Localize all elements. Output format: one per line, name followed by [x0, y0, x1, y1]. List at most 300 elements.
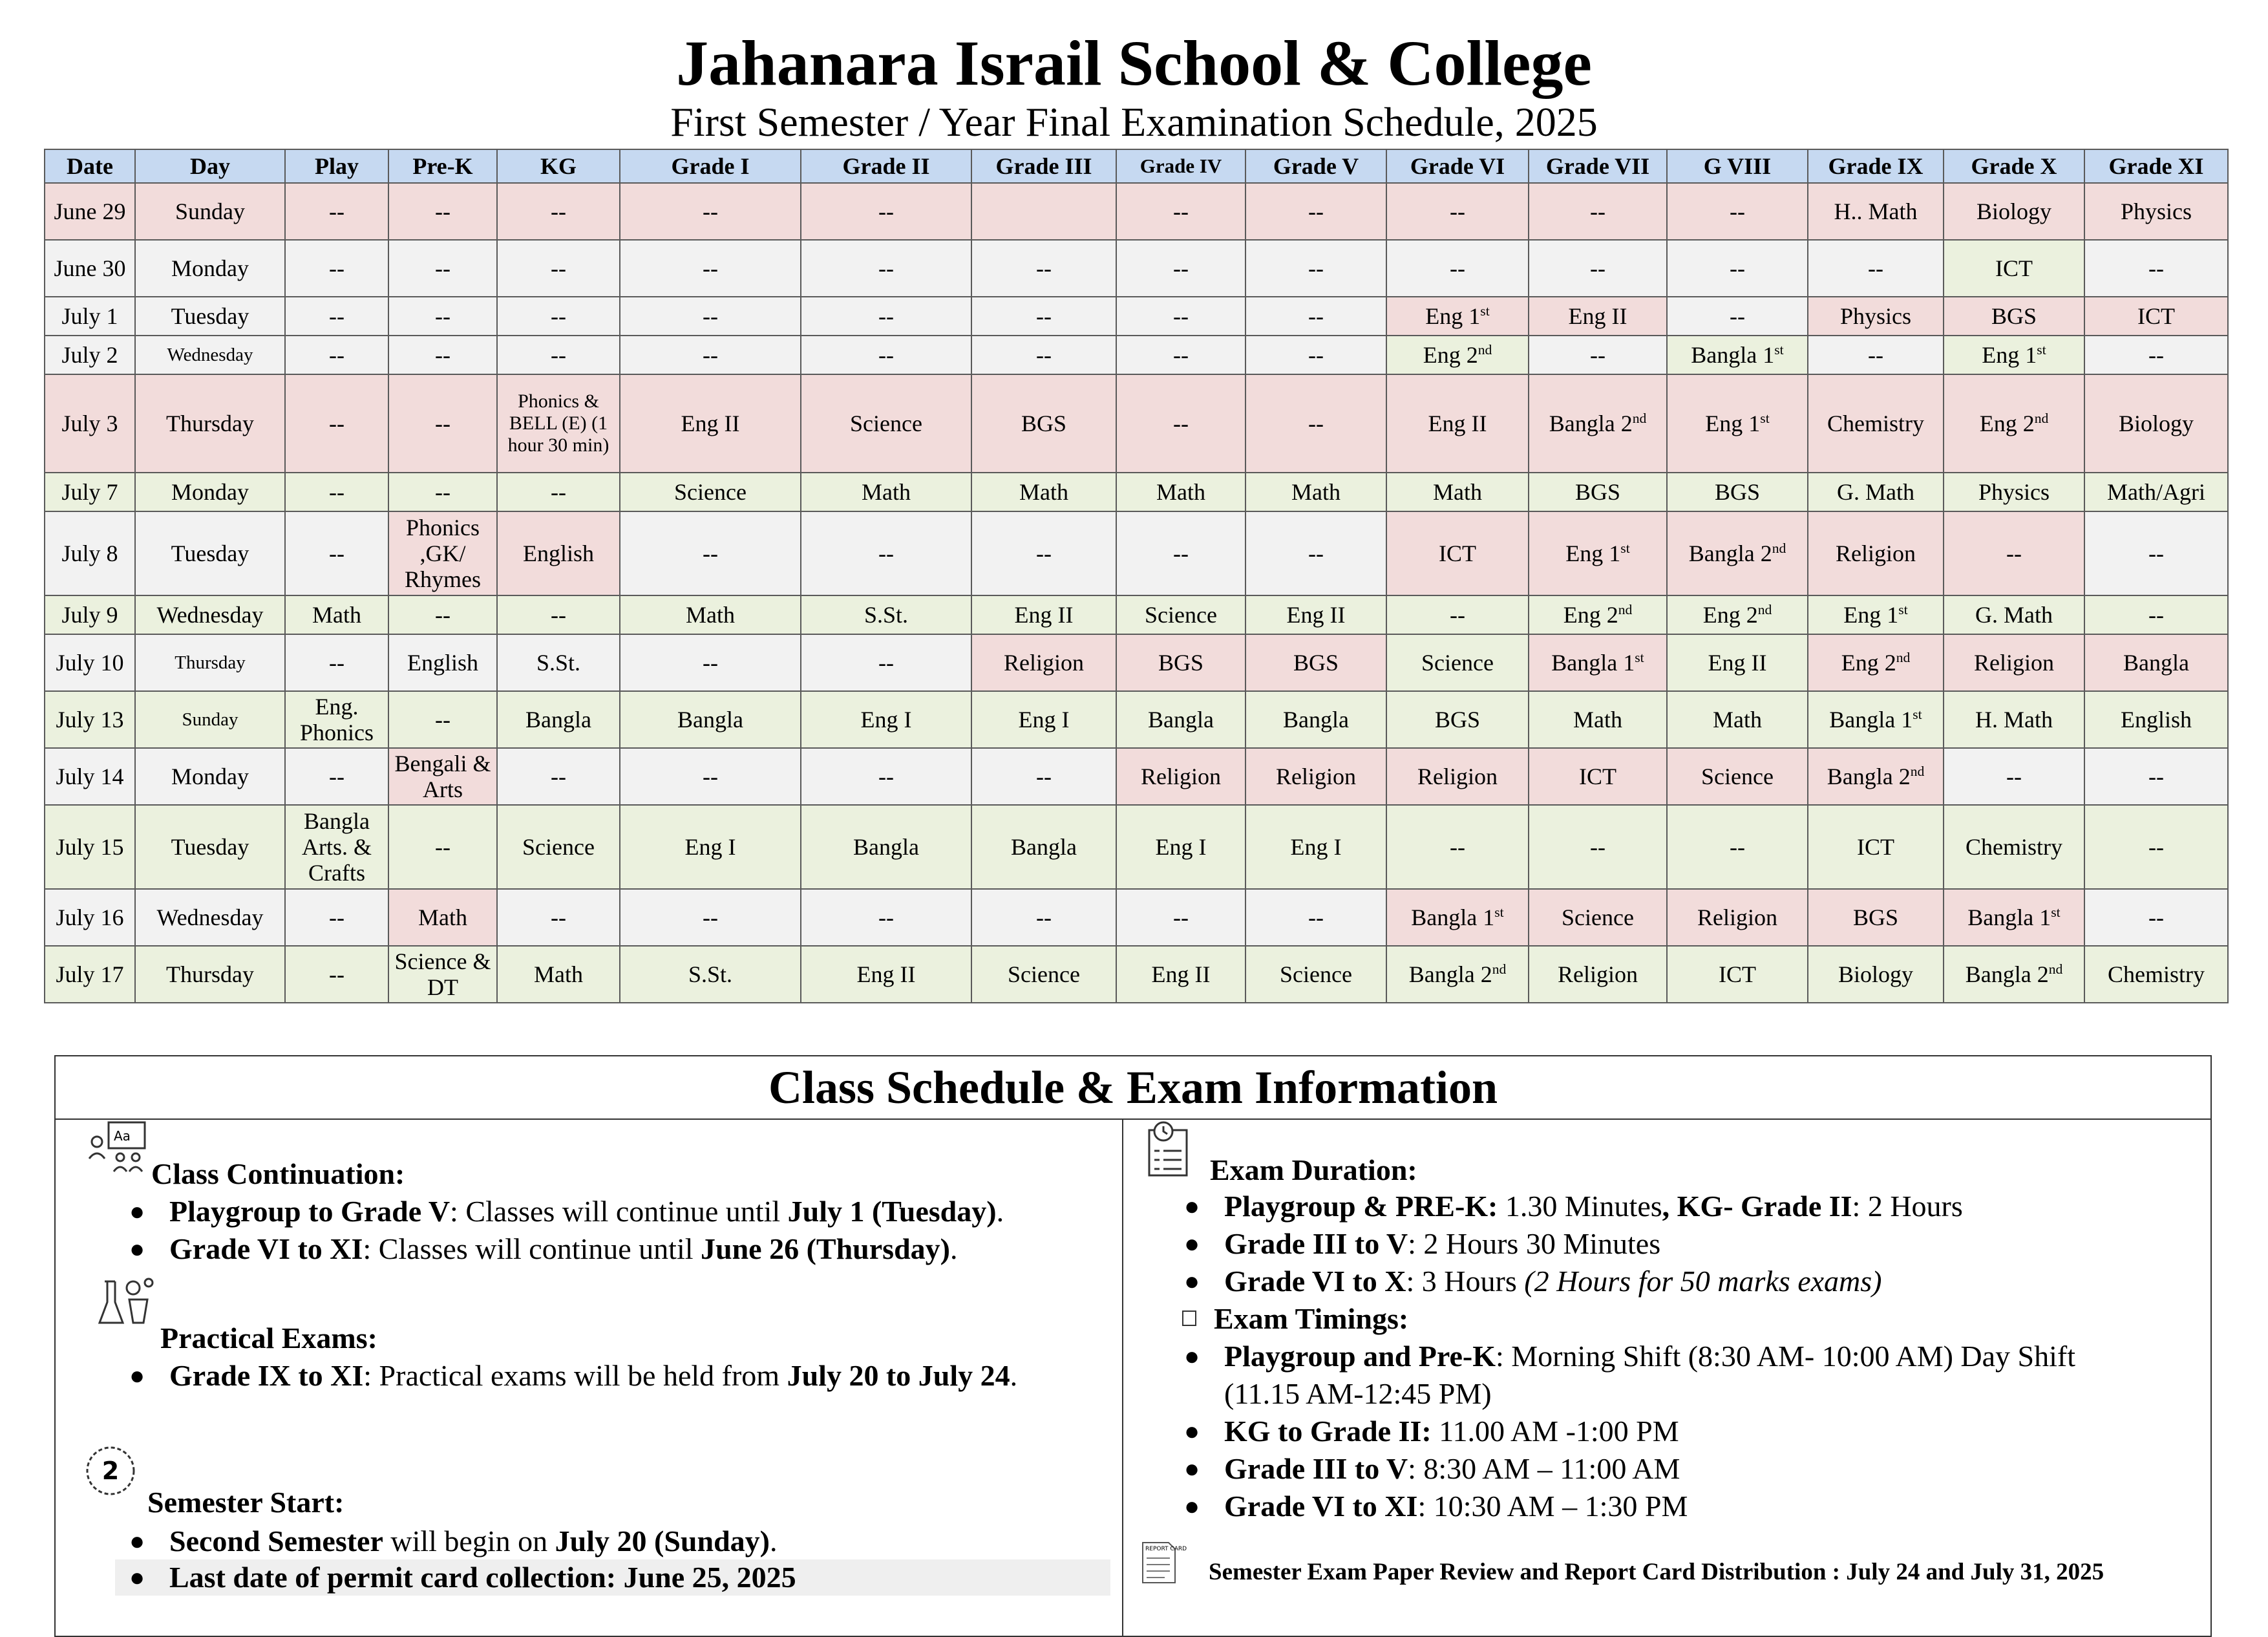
date-cell: July 7 [45, 473, 135, 511]
bold-text: Grade VI to XI [1224, 1490, 1418, 1523]
exam-cell: Chemistry [1808, 374, 1944, 473]
bullet-icon: ● [129, 1361, 145, 1390]
exam-cell: -- [388, 473, 497, 511]
exam-cell: -- [1116, 374, 1245, 473]
day-cell: Monday [135, 473, 285, 511]
table-row [45, 634, 2228, 691]
exam-cell: ICT [1944, 240, 2084, 297]
exam-cell: Science [620, 473, 801, 511]
exam-cell: Religion [1667, 889, 1808, 946]
bold-text: Grade IX to XI [169, 1359, 364, 1392]
date-cell: July 10 [45, 634, 135, 691]
exam-cell: S.St. [497, 634, 620, 691]
semester-heading: Semester Start: [147, 1486, 344, 1519]
exam-cell: -- [1386, 183, 1529, 240]
column-header: Grade V [1245, 149, 1386, 183]
date-cell: July 9 [45, 595, 135, 634]
exam-cell: Math [388, 889, 497, 946]
column-header: G VIII [1667, 149, 1808, 183]
exam-cell: G. Math [1944, 595, 2084, 634]
exam-cell: -- [971, 889, 1116, 946]
bullet-icon: ● [1184, 1417, 1200, 1446]
exam-cell: -- [285, 183, 388, 240]
list-item [129, 1193, 1004, 1230]
exam-cell: BGS [1944, 297, 2084, 336]
exam-cell: -- [388, 336, 497, 374]
exam-cell: Religion [1245, 748, 1386, 805]
exam-cell: Eng 1st [1944, 336, 2084, 374]
exam-cell: Religion [1529, 946, 1667, 1003]
exam-cell: -- [801, 336, 971, 374]
table-row [45, 374, 2228, 473]
exam-cell: Science [1386, 634, 1529, 691]
exam-cell: BGS [1667, 473, 1808, 511]
exam-cell: -- [801, 748, 971, 805]
exam-cell: Eng I [971, 691, 1116, 748]
exam-cell: Religion [1116, 748, 1245, 805]
exam-cell: Bangla 1st [1529, 634, 1667, 691]
bold-text: July 1 (Tuesday) [787, 1195, 997, 1228]
exam-cell: English [388, 634, 497, 691]
exam-cell: Science [801, 374, 971, 473]
table-row [45, 297, 2228, 336]
exam-cell: -- [285, 889, 388, 946]
column-header: Grade VI [1386, 149, 1529, 183]
column-header: Grade VII [1529, 149, 1667, 183]
text: : 2 Hours 30 Minutes [1408, 1227, 1661, 1260]
exam-cell: -- [285, 748, 388, 805]
day-cell: Tuesday [135, 511, 285, 595]
info-title: Class Schedule & Exam Information [56, 1056, 2210, 1120]
exam-cell: -- [1116, 511, 1245, 595]
exam-cell: -- [285, 374, 388, 473]
day-cell: Monday [135, 240, 285, 297]
exam-cell: Math [620, 595, 801, 634]
exam-cell: -- [1245, 889, 1386, 946]
exam-cell: Bangla [1116, 691, 1245, 748]
exam-cell: -- [285, 511, 388, 595]
exam-cell: Eng I [1116, 805, 1245, 889]
date-cell: June 29 [45, 183, 135, 240]
exam-cell: Phonics ,GK/ Rhymes [388, 511, 497, 595]
exam-cell: -- [1944, 748, 2084, 805]
exam-cell: -- [388, 595, 497, 634]
exam-cell: Bangla [620, 691, 801, 748]
text: : 10:30 AM – 1:30 PM [1417, 1490, 1688, 1523]
exam-cell: -- [2084, 748, 2228, 805]
exam-cell: -- [388, 183, 497, 240]
bullet-icon: ● [129, 1526, 145, 1556]
exam-cell: Science [1529, 889, 1667, 946]
exam-cell: -- [285, 297, 388, 336]
exam-cell: -- [971, 511, 1116, 595]
column-header: Grade II [801, 149, 971, 183]
bullet-icon: ● [1184, 1267, 1200, 1296]
exam-cell: -- [801, 240, 971, 297]
exam-cell: Eng II [1116, 946, 1245, 1003]
exam-cell: -- [497, 336, 620, 374]
exam-cell: -- [497, 473, 620, 511]
date-cell: June 30 [45, 240, 135, 297]
date-cell: July 8 [45, 511, 135, 595]
exam-cell: ICT [2084, 297, 2228, 336]
list-item [1184, 1451, 1680, 1487]
exam-cell: Religion [1944, 634, 2084, 691]
exam-cell: -- [497, 240, 620, 297]
column-header: Grade I [620, 149, 801, 183]
exam-cell: -- [497, 297, 620, 336]
exam-cell: Eng 1st [1667, 374, 1808, 473]
exam-cell: -- [285, 336, 388, 374]
text: . [769, 1525, 778, 1557]
exam-cell: -- [801, 297, 971, 336]
exam-cell: -- [1667, 183, 1808, 240]
report-card-icon [1136, 1539, 1187, 1590]
day-cell: Tuesday [135, 805, 285, 889]
bold-text: Last date of permit card collection: June 25, 2025 [169, 1561, 796, 1594]
exam-cell: Math [285, 595, 388, 634]
exam-cell: -- [1944, 511, 2084, 595]
exam-cell: Math [1116, 473, 1245, 511]
exam-cell: Bangla 2nd [1944, 946, 2084, 1003]
exam-cell: Chemistry [2084, 946, 2228, 1003]
exam-cell: Eng II [1386, 374, 1529, 473]
day-cell: Wednesday [135, 336, 285, 374]
exam-cell: -- [388, 297, 497, 336]
column-header: KG [497, 149, 620, 183]
classroom-icon [85, 1120, 150, 1179]
exam-cell: -- [2084, 889, 2228, 946]
exam-cell: Bangla 1st [1386, 889, 1529, 946]
exam-cell: Eng 2nd [1667, 595, 1808, 634]
date-cell: July 15 [45, 805, 135, 889]
exam-cell: Eng II [1667, 634, 1808, 691]
exam-cell: -- [1245, 511, 1386, 595]
bold-text: Playgroup and Pre-K [1224, 1340, 1496, 1373]
checkbox-bullet-icon [1180, 1306, 1200, 1332]
exam-cell: -- [1529, 183, 1667, 240]
table-row [45, 805, 2228, 889]
text: 11.00 AM -1:00 PM [1431, 1415, 1679, 1448]
exam-cell: -- [1245, 183, 1386, 240]
column-header: Grade IV [1116, 149, 1245, 183]
exam-cell: -- [497, 183, 620, 240]
exam-cell: -- [1116, 889, 1245, 946]
list-item [1184, 1338, 2076, 1375]
exam-cell: Science [971, 946, 1116, 1003]
report-card-label: REPORT CARD [1145, 1546, 1187, 1552]
exam-cell: -- [620, 183, 801, 240]
exam-cell: G. Math [1808, 473, 1944, 511]
exam-cell: -- [1245, 240, 1386, 297]
text: . [996, 1195, 1004, 1228]
exam-cell: -- [388, 805, 497, 889]
date-cell: July 2 [45, 336, 135, 374]
italic-text: (2 Hours for 50 marks exams) [1524, 1265, 1882, 1298]
list-item [1184, 1263, 1882, 1300]
exam-cell: Bangla [2084, 634, 2228, 691]
exam-cell: -- [971, 748, 1116, 805]
column-header: Grade III [971, 149, 1116, 183]
exam-cell: -- [620, 297, 801, 336]
exam-cell: Eng 1st [1808, 595, 1944, 634]
exam-cell: Eng 2nd [1529, 595, 1667, 634]
exam-cell: -- [971, 240, 1116, 297]
column-header: Play [285, 149, 388, 183]
exam-cell: -- [1667, 805, 1808, 889]
exam-cell: Bangla 1st [1944, 889, 2084, 946]
exam-cell: -- [1245, 297, 1386, 336]
text: . [1010, 1359, 1018, 1392]
exam-cell: -- [497, 889, 620, 946]
list-item [129, 1559, 796, 1596]
exam-cell: Religion [1808, 511, 1944, 595]
exam-cell: -- [801, 183, 971, 240]
date-cell: July 13 [45, 691, 135, 748]
exam-cell: -- [388, 240, 497, 297]
exam-cell: H. Math [1944, 691, 2084, 748]
exam-cell: Science & DT [388, 946, 497, 1003]
text: . [949, 1232, 958, 1265]
exam-cell: -- [1386, 805, 1529, 889]
exam-cell: Physics [2084, 183, 2228, 240]
day-cell: Wednesday [135, 595, 285, 634]
exam-cell: -- [620, 634, 801, 691]
column-header: Grade X [1944, 149, 2084, 183]
bullet-icon: ● [1184, 1492, 1200, 1521]
day-cell: Wednesday [135, 889, 285, 946]
exam-cell: BGS [1808, 889, 1944, 946]
exam-cell: -- [801, 634, 971, 691]
exam-cell: Bangla Arts. & Crafts [285, 805, 388, 889]
exam-cell: Math [1245, 473, 1386, 511]
exam-cell: English [2084, 691, 2228, 748]
exam-cell: Math [1386, 473, 1529, 511]
exam-cell: Biology [2084, 374, 2228, 473]
exam-cell: Science [1116, 595, 1245, 634]
date-cell: July 1 [45, 297, 135, 336]
list-item [129, 1523, 778, 1559]
table-row [45, 748, 2228, 805]
day-cell: Tuesday [135, 297, 285, 336]
badge-2-icon [81, 1442, 140, 1503]
practical-heading: Practical Exams: [160, 1321, 377, 1354]
exam-cell: Phonics & BELL (E) (1 hour 30 min) [497, 374, 620, 473]
exam-cell: Bangla 2nd [1808, 748, 1944, 805]
badge-number: 2 [101, 1457, 120, 1485]
exam-cell: -- [2084, 240, 2228, 297]
exam-cell: -- [971, 297, 1116, 336]
exam-cell: BGS [1116, 634, 1245, 691]
exam-cell: Eng II [1529, 297, 1667, 336]
exam-cell: -- [1116, 297, 1245, 336]
table-row [45, 946, 2228, 1003]
exam-cell: Math [497, 946, 620, 1003]
bold-text: KG to Grade II: [1224, 1415, 1432, 1448]
class-continuation-heading: Class Continuation: [151, 1157, 405, 1190]
bullet-icon: ● [1184, 1342, 1200, 1371]
exam-cell: -- [1386, 595, 1529, 634]
exam-cell: Math/Agri [2084, 473, 2228, 511]
exam-cell: -- [388, 691, 497, 748]
exam-cell: Bangla [971, 805, 1116, 889]
exam-cell: Eng II [1245, 595, 1386, 634]
exam-cell: Religion [1386, 748, 1529, 805]
day-cell: Thursday [135, 374, 285, 473]
exam-cell: Eng II [971, 595, 1116, 634]
exam-cell: Math [971, 473, 1116, 511]
table-row [45, 595, 2228, 634]
bullet-icon: ● [1184, 1454, 1200, 1483]
bold-text: , KG- Grade II [1662, 1190, 1852, 1223]
exam-cell: -- [2084, 595, 2228, 634]
table-row [45, 511, 2228, 595]
exam-cell: -- [1116, 183, 1245, 240]
exam-schedule-table [44, 149, 2229, 1003]
bold-text: Playgroup & PRE-K: [1224, 1190, 1498, 1223]
exam-cell: -- [620, 889, 801, 946]
column-header: Pre-K [388, 149, 497, 183]
table-row [45, 473, 2228, 511]
list-item-continuation [1224, 1376, 1492, 1412]
exam-cell: ICT [1808, 805, 1944, 889]
exam-cell: -- [285, 473, 388, 511]
date-cell: July 3 [45, 374, 135, 473]
exam-cell: Bangla [801, 805, 971, 889]
list-item [129, 1231, 958, 1267]
text: : 3 Hours [1406, 1265, 1525, 1298]
text: 1.30 Minutes [1498, 1190, 1662, 1223]
table-row [45, 183, 2228, 240]
exam-cell: S.St. [801, 595, 971, 634]
table-row [45, 889, 2228, 946]
exam-cell: Biology [1808, 946, 1944, 1003]
exam-cell: Eng 2nd [1386, 336, 1529, 374]
bold-text: Playgroup to Grade V [169, 1195, 450, 1228]
exam-cell: Science [1667, 748, 1808, 805]
svg-text:Aa: Aa [114, 1128, 131, 1144]
exam-cell: -- [1245, 336, 1386, 374]
list-item [1184, 1488, 1688, 1525]
list-item [1184, 1188, 1963, 1225]
exam-cell: -- [1116, 240, 1245, 297]
exam-cell: -- [1386, 240, 1529, 297]
exam-cell: BGS [971, 374, 1116, 473]
text: : Classes will continue until [450, 1195, 788, 1228]
exam-cell: -- [620, 336, 801, 374]
exam-cell: H.. Math [1808, 183, 1944, 240]
school-title: Jahanara Israil School & College [676, 27, 1592, 99]
exam-cell: -- [285, 240, 388, 297]
exam-cell: Bangla 2nd [1386, 946, 1529, 1003]
exam-cell: -- [497, 595, 620, 634]
text: : Practical exams will be held from [363, 1359, 787, 1392]
exam-cell: Eng II [801, 946, 971, 1003]
exam-cell: Eng 1st [1386, 297, 1529, 336]
exam-cell: BGS [1386, 691, 1529, 748]
exam-cell: -- [1808, 336, 1944, 374]
bold-text: Grade VI to X [1224, 1265, 1406, 1298]
exam-duration-heading: Exam Duration: [1210, 1153, 1417, 1186]
list-item [129, 1358, 1018, 1394]
exam-cell: -- [1667, 297, 1808, 336]
exam-cell: ICT [1386, 511, 1529, 595]
day-cell: Sunday [135, 691, 285, 748]
exam-cell: S.St. [620, 946, 801, 1003]
clock-checklist-icon [1145, 1120, 1197, 1181]
exam-cell: -- [620, 240, 801, 297]
exam-cell: -- [1808, 240, 1944, 297]
exam-cell [971, 183, 1116, 240]
exam-cell: Bangla [1245, 691, 1386, 748]
column-divider [1122, 1118, 1123, 1636]
exam-cell: -- [497, 748, 620, 805]
list-item [1184, 1226, 1661, 1262]
bold-text: Second Semester [169, 1525, 383, 1557]
exam-cell: ICT [1529, 748, 1667, 805]
exam-cell: Bangla 2nd [1529, 374, 1667, 473]
exam-cell: -- [2084, 336, 2228, 374]
bullet-icon: ● [1184, 1192, 1200, 1221]
exam-cell: Eng 1st [1529, 511, 1667, 595]
exam-cell: Eng I [801, 691, 971, 748]
exam-cell: -- [1116, 336, 1245, 374]
date-cell: July 17 [45, 946, 135, 1003]
day-cell: Thursday [135, 946, 285, 1003]
exam-cell: Bangla 1st [1667, 336, 1808, 374]
exam-cell: -- [388, 374, 497, 473]
exam-cell: Physics [1808, 297, 1944, 336]
exam-cell: -- [285, 946, 388, 1003]
table-row [45, 240, 2228, 297]
exam-cell: Bengali & Arts [388, 748, 497, 805]
exam-cell: Eng II [620, 374, 801, 473]
exam-cell: BGS [1245, 634, 1386, 691]
exam-cell: -- [1245, 374, 1386, 473]
exam-cell: -- [2084, 805, 2228, 889]
text: : Morning Shift (8:30 AM- 10:00 AM) Day Shift [1496, 1340, 2076, 1373]
exam-cell: Science [497, 805, 620, 889]
list-item [1184, 1413, 1679, 1450]
date-cell: July 14 [45, 748, 135, 805]
exam-cell: Eng I [1245, 805, 1386, 889]
bold-text: Grade III to V [1224, 1452, 1408, 1485]
exam-cell: -- [971, 336, 1116, 374]
bullet-icon: ● [129, 1197, 145, 1226]
column-header: Grade XI [2084, 149, 2228, 183]
exam-cell: Eng 2nd [1944, 374, 2084, 473]
exam-cell: Science [1245, 946, 1386, 1003]
exam-cell: Physics [1944, 473, 2084, 511]
bullet-icon: ● [129, 1234, 145, 1263]
exam-cell: BGS [1529, 473, 1667, 511]
info-box [54, 1055, 2212, 1637]
exam-cell: Eng 2nd [1808, 634, 1944, 691]
exam-cell: Bangla [497, 691, 620, 748]
bold-text: July 20 (Sunday) [555, 1525, 770, 1557]
column-header: Grade IX [1808, 149, 1944, 183]
exam-cell: -- [1667, 240, 1808, 297]
day-cell: Monday [135, 748, 285, 805]
exam-cell: Chemistry [1944, 805, 2084, 889]
bold-text: Grade VI to XI [169, 1232, 363, 1265]
bold-text: June 26 (Thursday) [701, 1232, 950, 1265]
exam-cell: -- [620, 511, 801, 595]
bold-text: Grade III to V [1224, 1227, 1408, 1260]
table-header-row [45, 149, 2228, 183]
exam-cell: -- [801, 511, 971, 595]
exam-cell: -- [285, 634, 388, 691]
